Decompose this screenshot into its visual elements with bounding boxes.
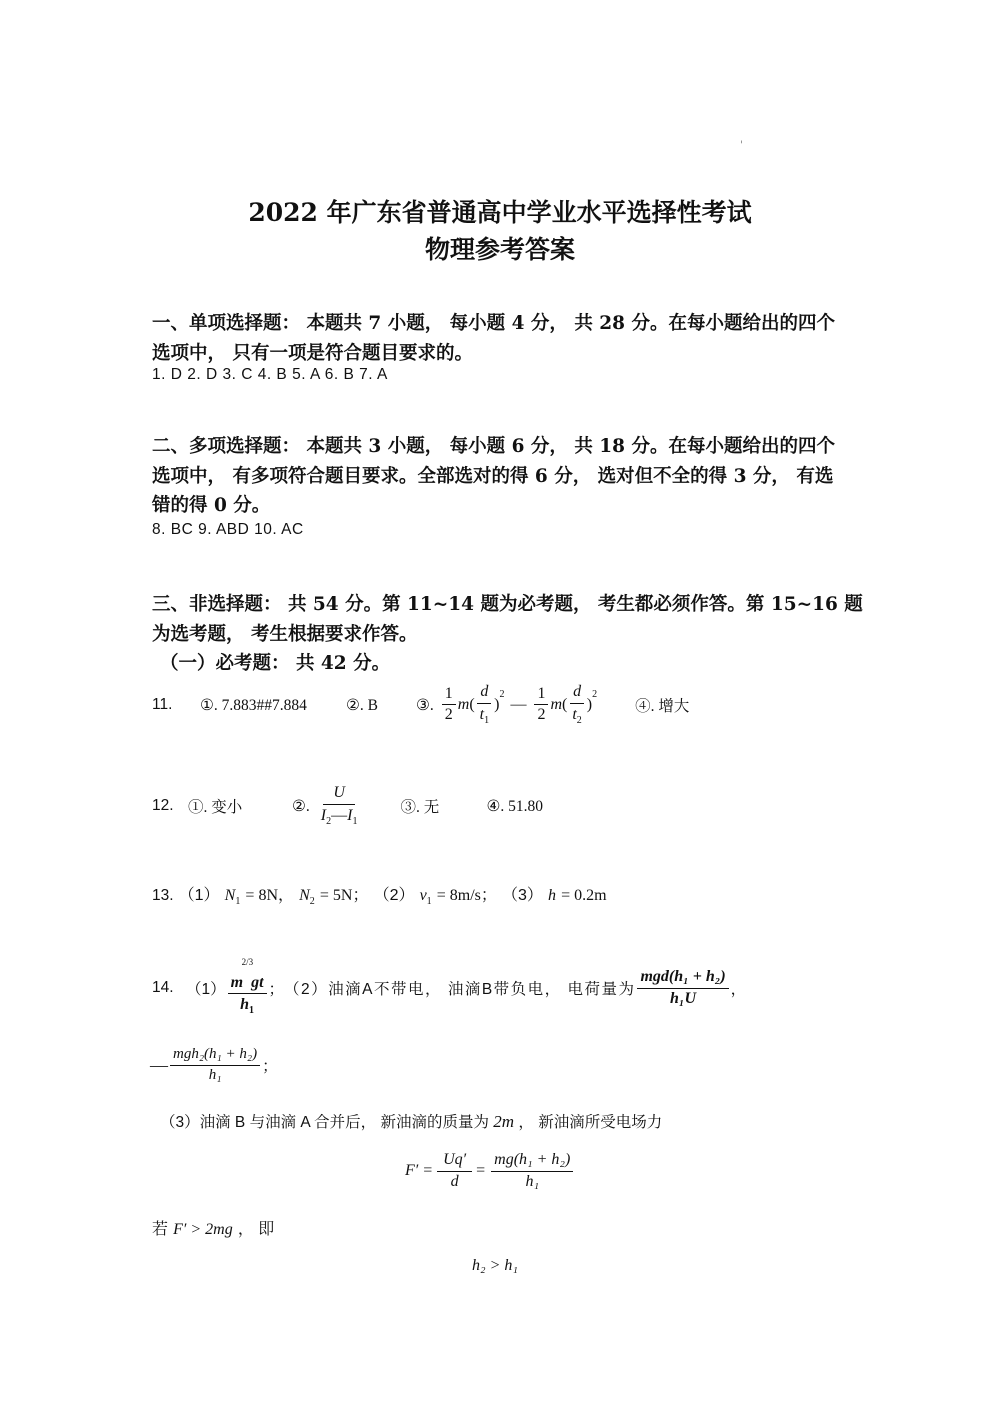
q11-answer1: ①. 7.883##7.884 xyxy=(200,696,307,714)
section2-heading-line3: 错的得 0 分。 xyxy=(152,495,271,516)
q14-part2-text: （2）油滴A不带电， 油滴B带负电， 电荷量为 xyxy=(284,981,636,998)
page-subtitle: 物理参考答案 xyxy=(424,235,575,264)
section2-answers: 8. BC 9. ABD 10. AC xyxy=(152,521,304,538)
q11-answer3-formula: $\frac{1}{2}$ m ( $\frac{d}{t_1}$ ) $^2$ — $\frac{1}{2}$ m ( $\frac{d}{t_2}$ ) $^2$ xyxy=(440,683,597,726)
section1-answers: 1. D 2. D 3. C 4. B 5. A 6. B 7. A xyxy=(152,366,388,383)
q14-row: 14. （1） m 2/3 gt $h_1$ ； （2）油滴A不带电， 油滴B带负电， 电荷量为 $\frac{\text{mgd(h₁ + h₂)}}{\text{h₁U}}$ ， xyxy=(152,956,747,1017)
page-title: 2022 年广东省普通高中学业水平选择性考试 xyxy=(248,198,752,227)
q13-N1: = 8N， xyxy=(245,887,295,904)
q11-answer4: ④. 增大 xyxy=(635,698,690,715)
section3-subheading: （一）必考题： 共 42 分。 xyxy=(160,653,391,674)
section1-heading-line2: 选项中， 只有一项是符合题目要求的。 xyxy=(152,343,473,364)
q11-answer2: ②. B xyxy=(346,696,378,714)
section3-heading-line1: 三、非选择题： 共 54 分。第 11~14 题为必考题， 考生都必须作答。第 15~16 题 xyxy=(152,594,863,615)
q11-answer3-label: ③. xyxy=(416,696,434,714)
q12-answer4: ④. 51.80 xyxy=(486,797,543,815)
section3-heading-line2: 为选考题， 考生根据要求作答。 xyxy=(152,624,418,645)
q14-condition: 若 F′ > 2mg ， 即 xyxy=(152,1221,275,1238)
q12-answer2-formula: $\frac{U}{I_2—I_1}$ xyxy=(320,783,358,828)
q14-force-equation: F′ = $\frac{Uq'}{d}$ = $\frac{\text{mg(h₁ + h₂)}}{\text{h₁}}$ xyxy=(405,1140,575,1202)
q14-mass: 2m xyxy=(493,1112,515,1131)
q13-number: 13. xyxy=(152,887,174,904)
q13-part1: （1） xyxy=(178,887,220,904)
q12-answer3: ③. 无 xyxy=(400,799,440,816)
q14-part2-formula: $\frac{\text{mgd(h₁ + h₂)}}{\text{h₁U}}$ xyxy=(637,968,728,1008)
q14-part1-label: （1） xyxy=(186,981,226,998)
q12-answer1: ①. 变小 xyxy=(188,799,243,816)
q14-final: h₂ > h₁ xyxy=(472,1257,518,1274)
q14-part3-line: （3）油滴 B 与油滴 A 合并后， 新油滴的质量为 2m ， 新油滴所受电场力 xyxy=(160,1112,663,1131)
section2-heading-line1: 二、多项选择题： 本题共 3 小题， 每小题 6 分， 共 18 分。在每小题给出的四个 xyxy=(152,436,835,457)
q14-number: 14. xyxy=(152,979,174,996)
q11-number: 11. xyxy=(152,696,173,713)
q12-number: 12. xyxy=(152,797,174,814)
q13-v1: = 8m/s； xyxy=(436,887,497,904)
section2-heading-line2: 选项中， 有多项符合题目要求。全部选对的得 6 分， 选对但不全的得 3 分， 有选 xyxy=(152,466,834,487)
q13-row: 13. （1） $N_1 = 8N$， $N_2 = 5N$； （2） $v_1 = 8m/s$； （3） h = 0.2m xyxy=(152,887,607,908)
q13-part3: （3） xyxy=(502,887,543,904)
q14-part1-formula: m 2/3 gt $h_1$ xyxy=(228,959,267,1017)
q13-h: = 0.2m xyxy=(561,887,607,904)
q12-row xyxy=(152,778,543,834)
section1-heading-line1: 一、单项选择题： 本题共 7 小题， 每小题 4 分， 共 28 分。在每小题给出的四个 xyxy=(152,313,835,334)
q13-N2: = 5N； xyxy=(319,887,369,904)
q12-answer2-label: ②. xyxy=(292,797,310,815)
page-mark: ' xyxy=(740,140,743,151)
q11-row xyxy=(152,678,689,732)
q13-part2: （2） xyxy=(373,887,415,904)
q14-negative-charge: — $\frac{\text{mgh₂(h₁ + h₂)}}{\text{h₁}}$ ； xyxy=(150,1046,278,1083)
